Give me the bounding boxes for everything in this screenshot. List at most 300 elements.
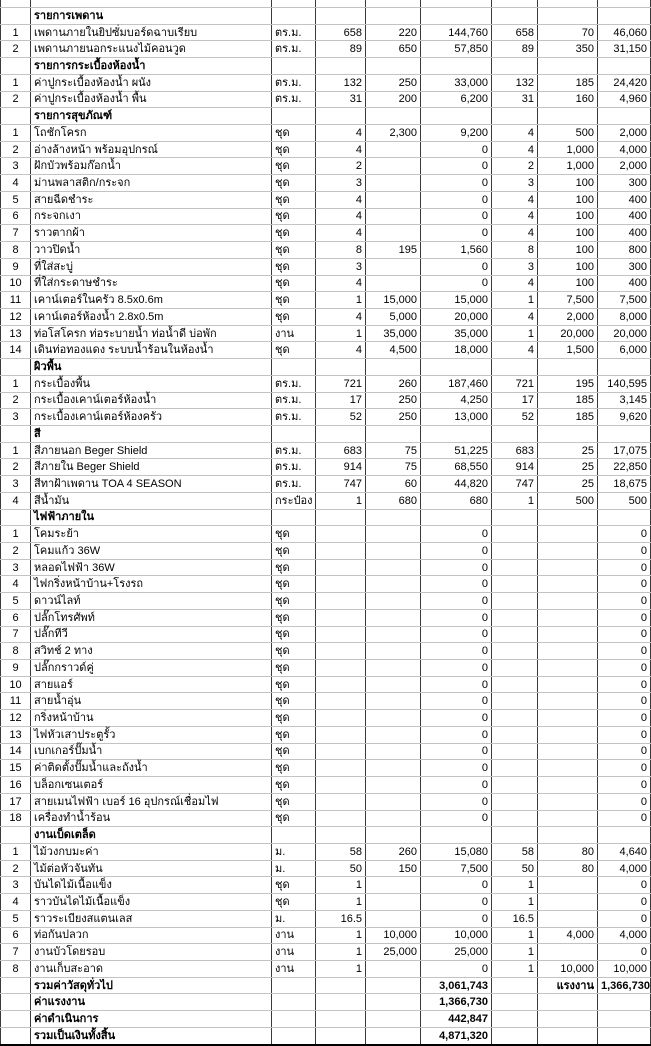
cell: 2,000 — [598, 125, 651, 142]
cell: 0 — [598, 676, 651, 693]
cell — [538, 760, 598, 777]
cell: 4 — [316, 208, 366, 225]
cell: กระเบื้องเคาน์เตอร์ห้องน้ำ — [31, 392, 272, 409]
cell: ปลั๊กโทรศัพท์ — [31, 609, 272, 626]
cell: ชุด — [272, 593, 316, 610]
cell — [598, 108, 651, 125]
cell: 721 — [316, 375, 366, 392]
cell: 35,000 — [421, 325, 492, 342]
cell: ชุด — [272, 760, 316, 777]
cell: 2 — [1, 543, 31, 560]
cell: ชุด — [272, 292, 316, 309]
cell: รายการเพดาน — [31, 8, 272, 25]
cell: กระเบื้องเคาน์เตอร์ห้องครัว — [31, 409, 272, 426]
cell: ตร.ม. — [272, 24, 316, 41]
cell: 6 — [1, 609, 31, 626]
cell — [366, 526, 421, 543]
cell: เพดานภายนอกระแนงไม้คอนวูด — [31, 41, 272, 58]
table-row — [1, 74, 651, 91]
cell: 50 — [492, 860, 538, 877]
cell: กระจกเงา — [31, 208, 272, 225]
cell: 100 — [538, 191, 598, 208]
cell: 0 — [598, 643, 651, 660]
cell: งาน — [272, 960, 316, 977]
cell: โถชักโครก — [31, 125, 272, 142]
cell: 0 — [598, 810, 651, 827]
cell — [492, 8, 538, 25]
cell: 4 — [1, 175, 31, 192]
cell — [492, 693, 538, 710]
table-row — [1, 191, 651, 208]
cell: 9 — [1, 258, 31, 275]
cell: ชุด — [272, 643, 316, 660]
cell: ม. — [272, 843, 316, 860]
cell: โคมระย้า — [31, 526, 272, 543]
cell: เบกเกอร์ปั๊มน้ำ — [31, 743, 272, 760]
cell: ชุด — [272, 125, 316, 142]
cell: 10,000 — [598, 960, 651, 977]
cell — [538, 543, 598, 560]
cell — [366, 609, 421, 626]
cell — [538, 1027, 598, 1044]
cell: 24,420 — [598, 74, 651, 91]
cell: 1 — [1, 843, 31, 860]
cell — [366, 743, 421, 760]
cell: ชุด — [272, 626, 316, 643]
section-row — [1, 359, 651, 376]
cell: 0 — [421, 894, 492, 911]
cell: 2 — [1, 860, 31, 877]
table-row — [1, 375, 651, 392]
cell: 4,000 — [538, 927, 598, 944]
cell: 144,760 — [421, 24, 492, 41]
cell: 4 — [492, 208, 538, 225]
cell: 9 — [1, 660, 31, 677]
cell: 1 — [492, 492, 538, 509]
cell: 442,847 — [421, 1011, 492, 1028]
cell: 0 — [598, 609, 651, 626]
table-row — [1, 141, 651, 158]
cell: 683 — [316, 442, 366, 459]
cell: 4,960 — [598, 91, 651, 108]
cell — [272, 1027, 316, 1044]
table-row — [1, 125, 651, 142]
cell: ม่านพลาสติก/กระจก — [31, 175, 272, 192]
cell — [492, 359, 538, 376]
cell — [366, 108, 421, 125]
cell — [538, 0, 598, 8]
cell: 15 — [1, 760, 31, 777]
cell: 0 — [421, 141, 492, 158]
cell — [366, 827, 421, 844]
cell: 3,145 — [598, 392, 651, 409]
section-row — [1, 425, 651, 442]
cell: 1 — [316, 292, 366, 309]
cell — [31, 0, 272, 8]
cell: 13 — [1, 325, 31, 342]
cell: 0 — [598, 626, 651, 643]
cell: กระป๋อง — [272, 492, 316, 509]
cell: 0 — [421, 777, 492, 794]
cell: 3 — [1, 877, 31, 894]
cell: 44,820 — [421, 476, 492, 493]
table-row — [1, 459, 651, 476]
cell — [492, 593, 538, 610]
cell — [492, 676, 538, 693]
cell: 0 — [421, 576, 492, 593]
cell: 4 — [492, 225, 538, 242]
cell: 17,075 — [598, 442, 651, 459]
cell: รวมเป็นเงินทั้งสิ้น — [31, 1027, 272, 1044]
cell: 2 — [1, 91, 31, 108]
cell: 1 — [316, 492, 366, 509]
cell: งานเก็บสะอาด — [31, 960, 272, 977]
cell: 195 — [366, 242, 421, 259]
cell: 57,850 — [421, 41, 492, 58]
cell: 4 — [1, 492, 31, 509]
cell — [421, 359, 492, 376]
table-row — [1, 225, 651, 242]
cell: 0 — [421, 593, 492, 610]
cell: 4 — [492, 191, 538, 208]
cell: 16.5 — [492, 910, 538, 927]
cell: 0 — [598, 910, 651, 927]
cell: สีภายใน Beger Shield — [31, 459, 272, 476]
total-row — [1, 994, 651, 1011]
cell: 250 — [366, 409, 421, 426]
cell — [316, 359, 366, 376]
cell: บันไดไม้เนื้อแข็ง — [31, 877, 272, 894]
cell — [538, 509, 598, 526]
cell: ชุด — [272, 726, 316, 743]
boq-table-body — [1, 0, 651, 1045]
cell — [316, 810, 366, 827]
cell: ไฟหัวเสาประตูรั้ว — [31, 726, 272, 743]
cell: สายฉีดชำระ — [31, 191, 272, 208]
cell: ปลั๊กทีวี — [31, 626, 272, 643]
cell: 5 — [1, 191, 31, 208]
cell: 0 — [421, 726, 492, 743]
cell: 1 — [492, 960, 538, 977]
cell — [366, 910, 421, 927]
cell — [316, 760, 366, 777]
cell: 8 — [316, 242, 366, 259]
cell: สีภายนอก Beger Shield — [31, 442, 272, 459]
cell: 4 — [492, 342, 538, 359]
cell — [492, 710, 538, 727]
cell: ชุด — [272, 693, 316, 710]
cell: 15,080 — [421, 843, 492, 860]
table-row — [1, 693, 651, 710]
cell: 1 — [316, 944, 366, 961]
cell — [316, 526, 366, 543]
cell: 58 — [492, 843, 538, 860]
cell — [316, 1027, 366, 1044]
cell — [316, 726, 366, 743]
cell: 4 — [316, 225, 366, 242]
cell: ตร.ม. — [272, 476, 316, 493]
cell: ตร.ม. — [272, 459, 316, 476]
cell: 4 — [316, 342, 366, 359]
cell: 31 — [492, 91, 538, 108]
cell — [366, 208, 421, 225]
cell: 8 — [1, 960, 31, 977]
cell: โคมแก้ว 36W — [31, 543, 272, 560]
cell — [1, 8, 31, 25]
cell: 4 — [316, 141, 366, 158]
cell: 9,620 — [598, 409, 651, 426]
cell: 4,000 — [598, 141, 651, 158]
cell: ตร.ม. — [272, 392, 316, 409]
cell: 6,000 — [598, 342, 651, 359]
cell — [538, 877, 598, 894]
cell — [272, 1011, 316, 1028]
cell — [538, 676, 598, 693]
cell — [492, 743, 538, 760]
cell — [272, 0, 316, 8]
cell: 1 — [316, 927, 366, 944]
cell — [492, 726, 538, 743]
cell: 31 — [316, 91, 366, 108]
cell: 58 — [316, 843, 366, 860]
cell: 1 — [1, 74, 31, 91]
cell: 13 — [1, 726, 31, 743]
cell — [492, 58, 538, 75]
cell — [1, 1011, 31, 1028]
cell — [272, 58, 316, 75]
cell — [598, 58, 651, 75]
cell: 7 — [1, 225, 31, 242]
cell: 52 — [316, 409, 366, 426]
cell — [316, 58, 366, 75]
cell: 132 — [316, 74, 366, 91]
cell: 4 — [492, 141, 538, 158]
cell: 13,000 — [421, 409, 492, 426]
cell: 12 — [1, 710, 31, 727]
cell: 14 — [1, 342, 31, 359]
cell: 4 — [316, 275, 366, 292]
cell: ตร.ม. — [272, 442, 316, 459]
cell: ชุด — [272, 810, 316, 827]
cell: ที่ใส่สะบู่ — [31, 258, 272, 275]
cell — [316, 8, 366, 25]
total-row — [1, 1011, 651, 1028]
table-row — [1, 676, 651, 693]
cell: 500 — [538, 492, 598, 509]
cell — [316, 593, 366, 610]
cell: ราวบันไดไม้เนื้อแข็ง — [31, 894, 272, 911]
cell: 89 — [316, 41, 366, 58]
table-row — [1, 292, 651, 309]
cell — [316, 777, 366, 794]
cell: 0 — [421, 225, 492, 242]
cell: 89 — [492, 41, 538, 58]
table-row — [1, 927, 651, 944]
table-row — [1, 308, 651, 325]
cell: 4,000 — [598, 927, 651, 944]
cell: 5 — [1, 593, 31, 610]
cell — [316, 543, 366, 560]
table-row — [1, 860, 651, 877]
table-row — [1, 559, 651, 576]
clipped-top-row — [1, 0, 651, 8]
cell: ชุด — [272, 191, 316, 208]
cell: งานบัวโดยรอบ — [31, 944, 272, 961]
cell — [272, 8, 316, 25]
cell: 914 — [492, 459, 538, 476]
cell: 4 — [492, 275, 538, 292]
cell: ชุด — [272, 242, 316, 259]
cell: 185 — [538, 409, 598, 426]
cell — [366, 760, 421, 777]
section-row — [1, 509, 651, 526]
cell: 16.5 — [316, 910, 366, 927]
cell: 25 — [538, 459, 598, 476]
cell: 260 — [366, 375, 421, 392]
cell — [366, 894, 421, 911]
cell — [1, 509, 31, 526]
cell: 150 — [366, 860, 421, 877]
table-row — [1, 593, 651, 610]
cell: 75 — [366, 459, 421, 476]
cell: ชุด — [272, 609, 316, 626]
cell — [538, 944, 598, 961]
cell: บล็อกเซนเตอร์ — [31, 777, 272, 794]
cell: 17 — [316, 392, 366, 409]
cell: ชุด — [272, 743, 316, 760]
cell: ม. — [272, 860, 316, 877]
table-row — [1, 258, 651, 275]
cell: ค่าดำเนินการ — [31, 1011, 272, 1028]
table-row — [1, 175, 651, 192]
cell — [492, 977, 538, 994]
cell: 0 — [421, 643, 492, 660]
cell: 52 — [492, 409, 538, 426]
cell: 5,000 — [366, 308, 421, 325]
total-row — [1, 977, 651, 994]
cell — [492, 810, 538, 827]
cell — [366, 1027, 421, 1044]
table-row — [1, 275, 651, 292]
table-row — [1, 158, 651, 175]
cell: 0 — [421, 676, 492, 693]
cell — [598, 1011, 651, 1028]
cell: ตร.ม. — [272, 91, 316, 108]
cell — [272, 509, 316, 526]
cell: 3 — [316, 258, 366, 275]
cell: 1 — [492, 944, 538, 961]
cell: 10,000 — [421, 927, 492, 944]
cell: 15,000 — [366, 292, 421, 309]
cell — [538, 609, 598, 626]
cell: 0 — [421, 543, 492, 560]
cell — [366, 425, 421, 442]
table-row — [1, 894, 651, 911]
cell — [1, 58, 31, 75]
cell — [538, 793, 598, 810]
cell — [598, 359, 651, 376]
cell: กริ่งหน้าบ้าน — [31, 710, 272, 727]
cell: 2,000 — [598, 158, 651, 175]
cell: 0 — [598, 726, 651, 743]
cell: 200 — [366, 91, 421, 108]
cell — [492, 777, 538, 794]
cell: 4,640 — [598, 843, 651, 860]
cell — [492, 509, 538, 526]
cell — [1, 0, 31, 8]
table-row — [1, 24, 651, 41]
cell: ค่าปูกระเบื้องห้องน้ำ พื้น — [31, 91, 272, 108]
cell — [598, 0, 651, 8]
table-row — [1, 392, 651, 409]
cell: เครื่องทำน้ำร้อน — [31, 810, 272, 827]
cell: ชุด — [272, 676, 316, 693]
cell: 747 — [316, 476, 366, 493]
cell: 50 — [316, 860, 366, 877]
cell — [538, 693, 598, 710]
cell — [538, 777, 598, 794]
cell: ผิวพื้น — [31, 359, 272, 376]
cell: 18 — [1, 810, 31, 827]
table-row — [1, 91, 651, 108]
cell: 0 — [421, 877, 492, 894]
cell: 25,000 — [366, 944, 421, 961]
cell — [366, 626, 421, 643]
cell: ชุด — [272, 526, 316, 543]
cell: 250 — [366, 74, 421, 91]
cell — [492, 760, 538, 777]
cell — [492, 660, 538, 677]
cell: 260 — [366, 843, 421, 860]
cell — [366, 559, 421, 576]
cell: 12 — [1, 308, 31, 325]
cell: 75 — [366, 442, 421, 459]
cell — [538, 108, 598, 125]
table-row — [1, 526, 651, 543]
cell — [421, 827, 492, 844]
cell: 4 — [1, 894, 31, 911]
cell: 3 — [1, 559, 31, 576]
cell: ท่อกันปลวก — [31, 927, 272, 944]
table-row — [1, 626, 651, 643]
cell: 0 — [421, 175, 492, 192]
cell: 8,000 — [598, 308, 651, 325]
cell: 1 — [1, 526, 31, 543]
cell: 132 — [492, 74, 538, 91]
cell — [272, 827, 316, 844]
cell — [492, 1011, 538, 1028]
cell: 46,060 — [598, 24, 651, 41]
cell: 0 — [598, 543, 651, 560]
cell: 8 — [1, 242, 31, 259]
table-row — [1, 492, 651, 509]
table-row — [1, 543, 651, 560]
cell — [492, 576, 538, 593]
cell — [538, 576, 598, 593]
cell: 0 — [421, 810, 492, 827]
cell: 25,000 — [421, 944, 492, 961]
cell — [366, 877, 421, 894]
cell: 500 — [598, 492, 651, 509]
cell: 20,000 — [538, 325, 598, 342]
cell: 33,000 — [421, 74, 492, 91]
cell: ชุด — [272, 559, 316, 576]
cell: 17 — [1, 793, 31, 810]
cell — [366, 660, 421, 677]
cell: 0 — [421, 760, 492, 777]
cell: ชุด — [272, 710, 316, 727]
cell — [538, 643, 598, 660]
